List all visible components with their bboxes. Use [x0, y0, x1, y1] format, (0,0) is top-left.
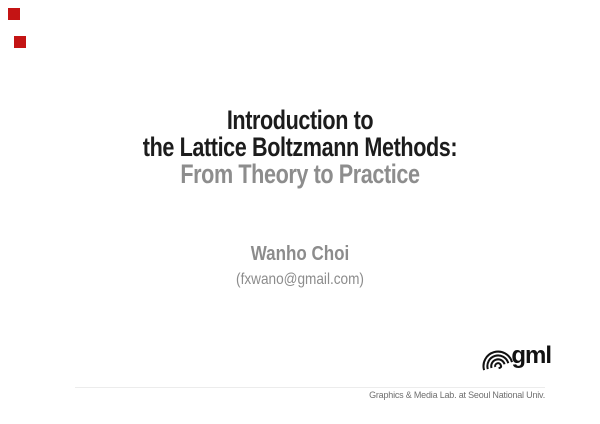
gml-logo-text: gml — [511, 342, 551, 369]
title-line-1: Introduction to — [226, 105, 374, 135]
footer-credit: Graphics & Media Lab. at Seoul National Univ. — [369, 390, 545, 400]
author-email: (fxwano@gmail.com) — [236, 271, 364, 288]
title-line-2: the Lattice Boltzmann Methods: — [142, 132, 458, 162]
title-block — [60, 107, 540, 188]
author-name: Wanho Choi — [250, 243, 350, 265]
gml-logo — [481, 341, 551, 372]
author-block — [45, 241, 555, 290]
subtitle-line: From Theory to Practice — [180, 159, 420, 189]
red-square-marker-bottom — [14, 36, 26, 48]
gml-logo-arcs-icon — [481, 341, 514, 372]
red-square-marker-top — [8, 8, 20, 20]
footer-divider-line — [75, 387, 545, 388]
